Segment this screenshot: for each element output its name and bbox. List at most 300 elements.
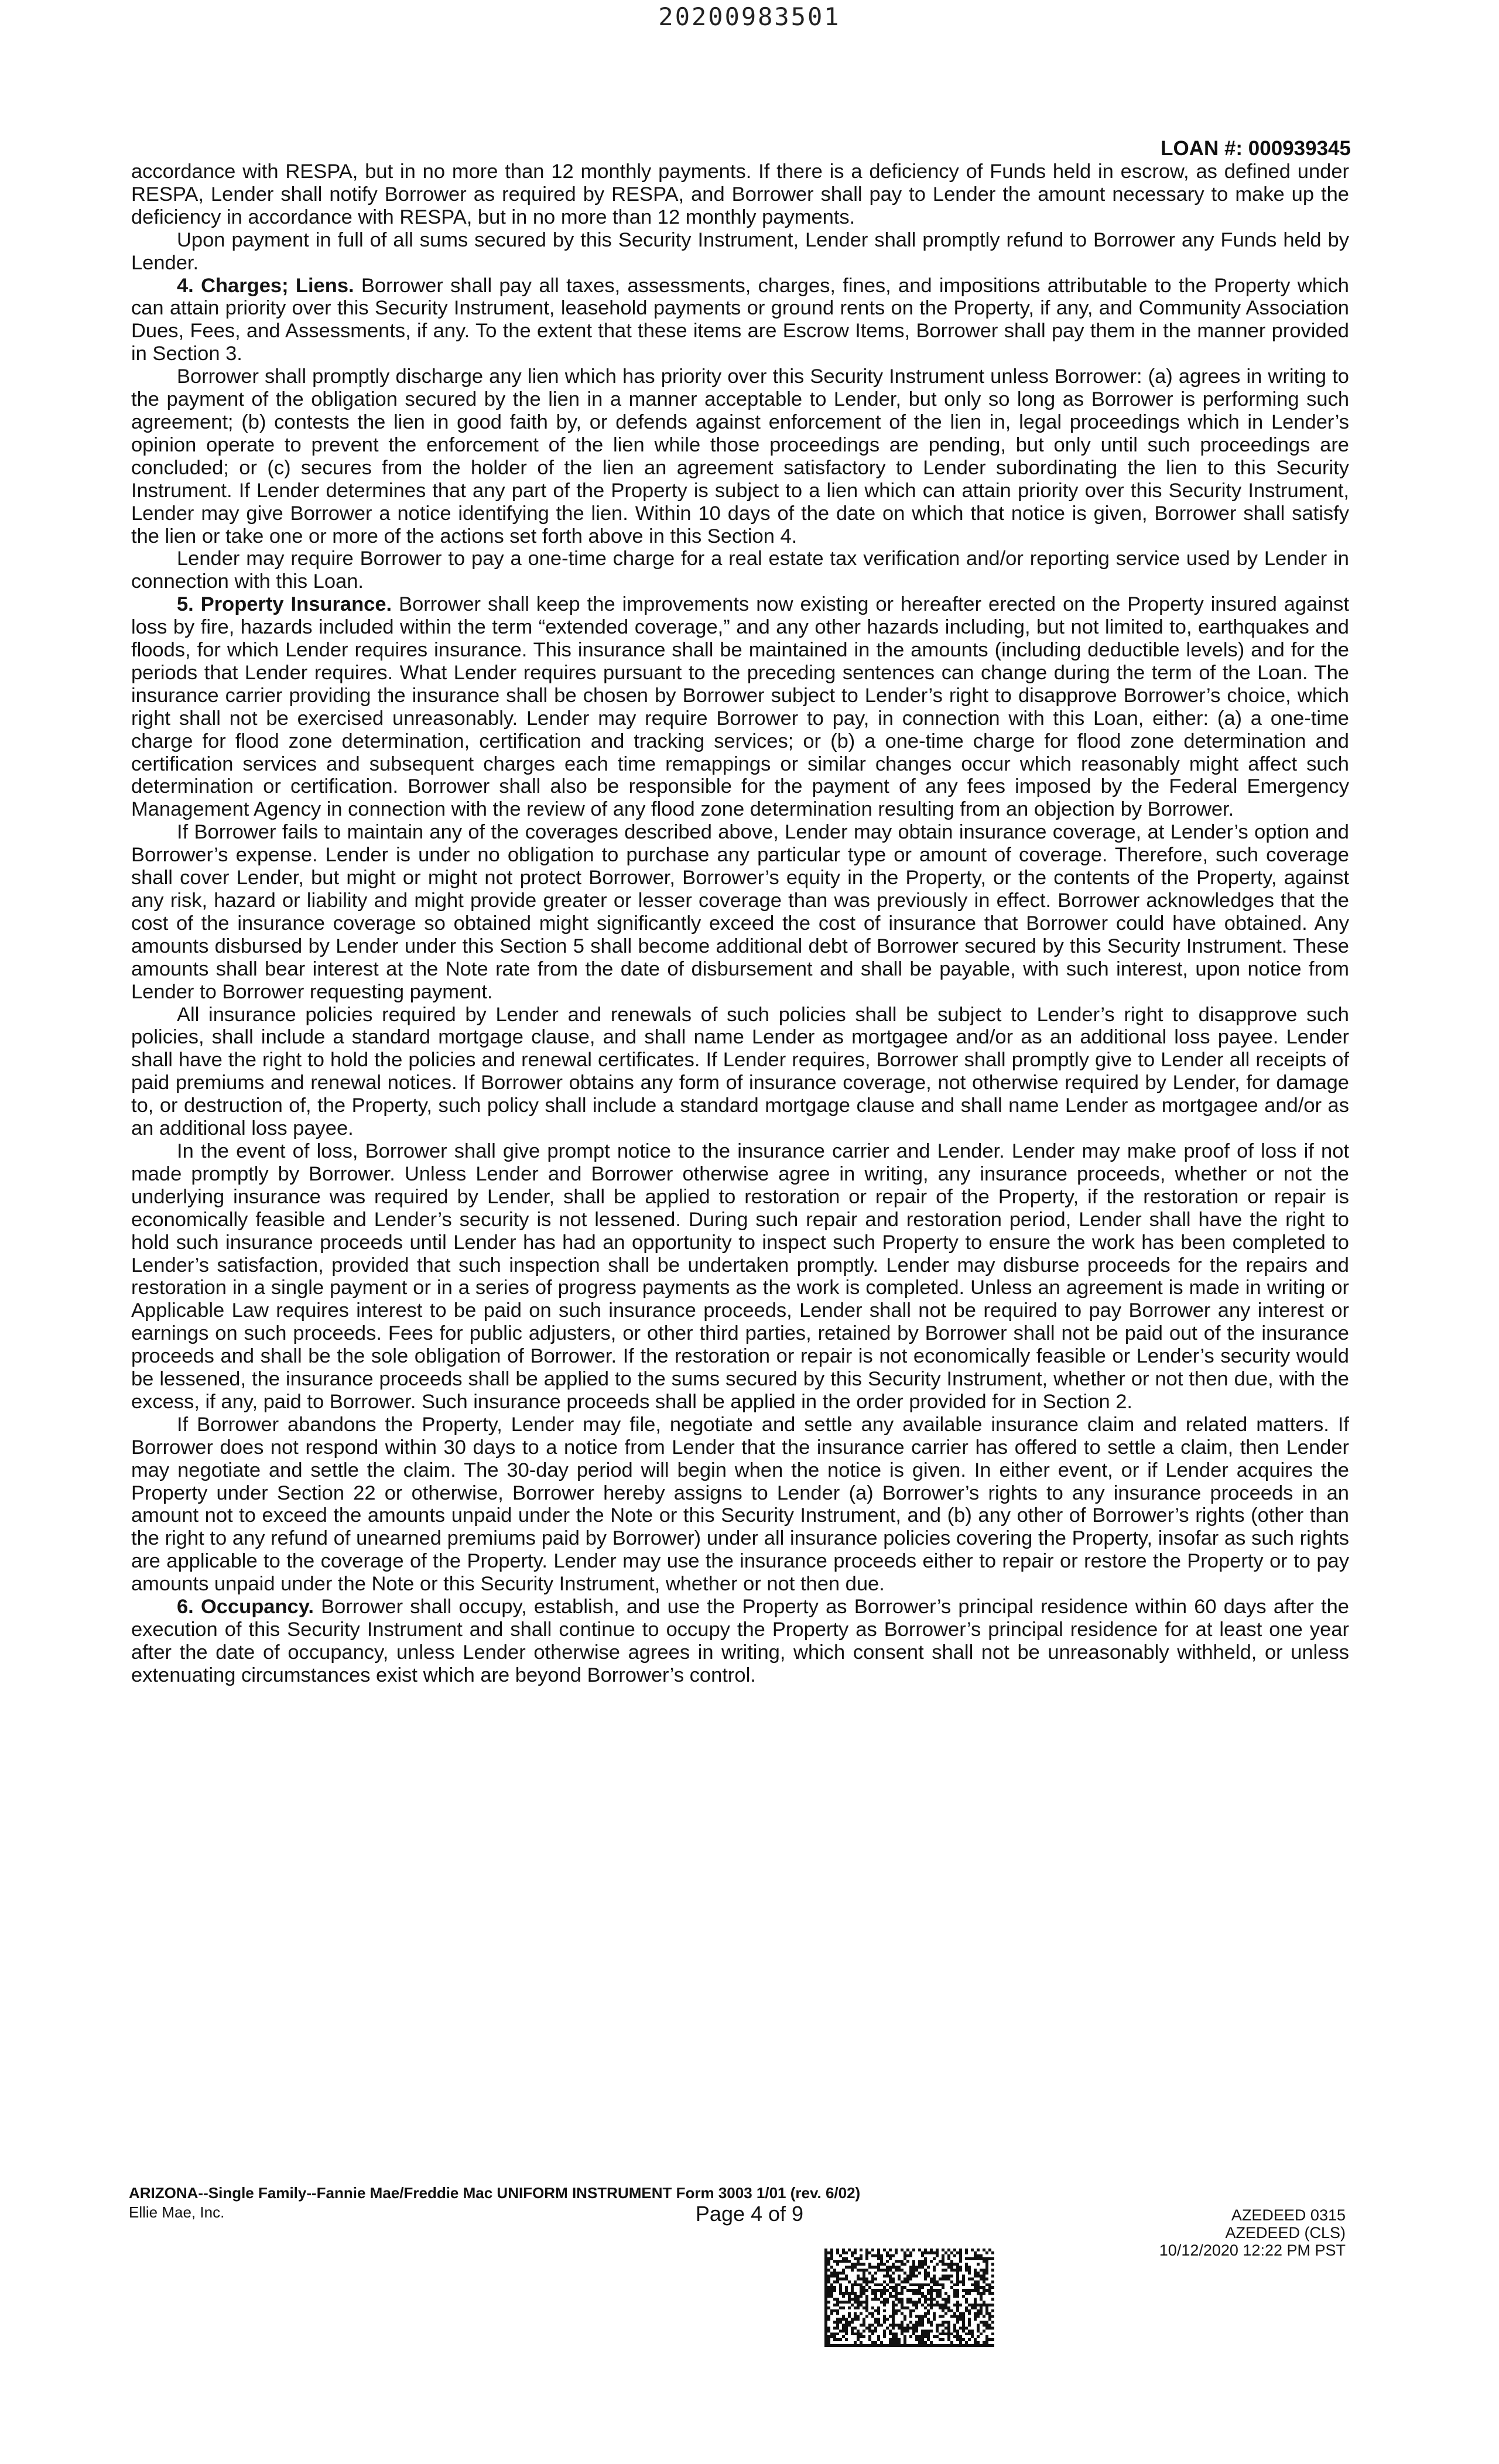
barcode-module bbox=[845, 2257, 848, 2260]
barcode-module bbox=[824, 2269, 827, 2272]
barcode-module bbox=[857, 2295, 860, 2298]
barcode-module bbox=[824, 2274, 827, 2277]
barcode-module bbox=[944, 2277, 947, 2280]
barcode-module bbox=[839, 2289, 842, 2292]
barcode-module bbox=[848, 2298, 851, 2301]
barcode-module bbox=[842, 2306, 845, 2309]
barcode-module bbox=[953, 2263, 956, 2266]
barcode-module bbox=[880, 2341, 883, 2344]
barcode-module bbox=[851, 2292, 854, 2295]
barcode-module bbox=[985, 2309, 988, 2312]
barcode-module bbox=[959, 2254, 962, 2257]
barcode-module bbox=[927, 2318, 930, 2321]
barcode-module bbox=[921, 2283, 924, 2286]
barcode-module bbox=[901, 2306, 903, 2309]
barcode-module bbox=[865, 2283, 868, 2286]
barcode-module bbox=[889, 2266, 892, 2269]
barcode-module bbox=[988, 2318, 991, 2321]
barcode-module bbox=[886, 2251, 889, 2254]
barcode-module bbox=[836, 2263, 839, 2266]
barcode-module bbox=[971, 2306, 974, 2309]
barcode-module bbox=[950, 2341, 953, 2344]
barcode-module bbox=[918, 2323, 921, 2326]
barcode-module bbox=[983, 2274, 985, 2277]
barcode-module bbox=[930, 2329, 933, 2332]
barcode-module bbox=[836, 2251, 839, 2254]
barcode-module bbox=[962, 2277, 965, 2280]
barcode-module bbox=[903, 2341, 906, 2344]
barcode-module bbox=[962, 2274, 965, 2277]
barcode-module bbox=[824, 2335, 827, 2338]
barcode-module bbox=[857, 2301, 860, 2304]
barcode-module bbox=[898, 2269, 901, 2272]
barcode-module bbox=[944, 2292, 947, 2295]
barcode-module bbox=[848, 2306, 851, 2309]
barcode-module bbox=[909, 2309, 912, 2312]
barcode-module bbox=[865, 2309, 868, 2312]
barcode-module bbox=[848, 2344, 851, 2347]
barcode-module bbox=[959, 2251, 962, 2254]
barcode-module bbox=[895, 2309, 898, 2312]
barcode-module bbox=[903, 2286, 906, 2289]
barcode-module bbox=[863, 2306, 865, 2309]
barcode-module bbox=[956, 2318, 959, 2321]
barcode-module bbox=[824, 2277, 827, 2280]
barcode-module bbox=[947, 2277, 950, 2280]
barcode-module bbox=[988, 2312, 991, 2315]
barcode-module bbox=[892, 2289, 895, 2292]
barcode-module bbox=[895, 2289, 898, 2292]
section-heading: 6. Occupancy. bbox=[177, 1596, 314, 1618]
barcode-module bbox=[944, 2269, 947, 2272]
barcode-module bbox=[824, 2321, 827, 2324]
barcode-module bbox=[845, 2301, 848, 2304]
barcode-module bbox=[983, 2269, 985, 2272]
barcode-module bbox=[959, 2326, 962, 2329]
barcode-module bbox=[895, 2335, 898, 2338]
barcode-module bbox=[985, 2260, 988, 2263]
barcode-module bbox=[839, 2286, 842, 2289]
barcode-module bbox=[953, 2304, 956, 2306]
barcode-module bbox=[974, 2251, 977, 2254]
barcode-module bbox=[851, 2304, 854, 2306]
barcode-module bbox=[886, 2326, 889, 2329]
barcode-module bbox=[956, 2309, 959, 2312]
barcode-module bbox=[889, 2292, 892, 2295]
barcode-module bbox=[956, 2329, 959, 2332]
barcode-module bbox=[830, 2344, 833, 2347]
barcode-module bbox=[924, 2332, 927, 2335]
barcode-module bbox=[883, 2332, 886, 2335]
barcode-module bbox=[909, 2251, 912, 2254]
barcode-module bbox=[898, 2274, 901, 2277]
barcode-module bbox=[912, 2272, 915, 2275]
barcode-module bbox=[980, 2332, 983, 2335]
barcode-module bbox=[918, 2249, 921, 2251]
barcode-module bbox=[924, 2298, 927, 2301]
barcode-module bbox=[883, 2329, 886, 2332]
barcode-module bbox=[906, 2298, 909, 2301]
barcode-module bbox=[827, 2315, 830, 2318]
barcode-module bbox=[842, 2344, 845, 2347]
barcode-module bbox=[933, 2344, 936, 2347]
barcode-module bbox=[991, 2269, 994, 2272]
barcode-module bbox=[901, 2312, 903, 2315]
barcode-module bbox=[988, 2249, 991, 2251]
barcode-module bbox=[880, 2301, 883, 2304]
barcode-module bbox=[956, 2304, 959, 2306]
barcode-module bbox=[883, 2301, 886, 2304]
barcode-module bbox=[895, 2304, 898, 2306]
barcode-module bbox=[836, 2298, 839, 2301]
barcode-module bbox=[936, 2295, 939, 2298]
barcode-module bbox=[857, 2329, 860, 2332]
barcode-module bbox=[860, 2335, 863, 2338]
barcode-module bbox=[974, 2341, 977, 2344]
barcode-module bbox=[865, 2301, 868, 2304]
barcode-module bbox=[983, 2344, 985, 2347]
barcode-module bbox=[889, 2323, 892, 2326]
barcode-module bbox=[924, 2269, 927, 2272]
barcode-module bbox=[968, 2321, 971, 2324]
barcode-module bbox=[874, 2329, 877, 2332]
barcode-module bbox=[827, 2286, 830, 2289]
barcode-module bbox=[924, 2312, 927, 2315]
barcode-module bbox=[974, 2315, 977, 2318]
barcode-module bbox=[901, 2304, 903, 2306]
barcode-module bbox=[924, 2283, 927, 2286]
barcode-module bbox=[936, 2326, 939, 2329]
barcode-module bbox=[827, 2335, 830, 2338]
barcode-module bbox=[965, 2309, 968, 2312]
barcode-module bbox=[965, 2266, 968, 2269]
barcode-module bbox=[977, 2289, 980, 2292]
barcode-module bbox=[930, 2260, 933, 2263]
barcode-module bbox=[991, 2338, 994, 2341]
form-code: AZEDEED 0315 bbox=[1231, 2206, 1346, 2224]
barcode-module bbox=[877, 2283, 880, 2286]
barcode-module bbox=[906, 2326, 909, 2329]
barcode-module bbox=[824, 2266, 827, 2269]
barcode-module bbox=[968, 2269, 971, 2272]
barcode-module bbox=[836, 2344, 839, 2347]
barcode-module bbox=[974, 2298, 977, 2301]
barcode-module bbox=[830, 2266, 833, 2269]
barcode-module bbox=[895, 2266, 898, 2269]
section-5 bbox=[131, 593, 1349, 821]
barcode-module bbox=[985, 2338, 988, 2341]
barcode-module bbox=[874, 2309, 877, 2312]
barcode-module bbox=[854, 2344, 857, 2347]
barcode-module bbox=[845, 2338, 848, 2341]
barcode-module bbox=[918, 2315, 921, 2318]
barcode-module bbox=[959, 2266, 962, 2269]
barcode-module bbox=[985, 2277, 988, 2280]
barcode-module bbox=[947, 2295, 950, 2298]
barcode-module bbox=[883, 2304, 886, 2306]
barcode-module bbox=[921, 2321, 924, 2324]
barcode-module bbox=[906, 2289, 909, 2292]
barcode-module bbox=[857, 2277, 860, 2280]
barcode-module bbox=[868, 2251, 871, 2254]
barcode-module bbox=[950, 2263, 953, 2266]
barcode-module bbox=[848, 2266, 851, 2269]
barcode-module bbox=[991, 2263, 994, 2266]
paragraph: In the event of loss, Borrower shall give prompt notice to the insurance carrier and Lender. Lender may make proof of loss if not made promptly by Borrower. Unless Lender and Borrower otherwise agree in writing, any insurance proceeds, whether or not the underlying insurance was required by Lender, shall be applied to restoration or repair of the Property, if the restoration or repair is economically feasible and Lender’s security is not lessened. During such repair and restoration period, Lender shall have the right to hold such insurance proceeds until Lender has had an opportunity to inspect such Property to ensure the work has been completed to Lender’s satisfaction, provided that such inspection shall be undertaken promptly. Lender may disburse proceeds for the repairs and restoration in a single payment or in a series of progress payments as the work is completed. Unless an agreement is made in writing or Applicable Law requires interest to be paid on such insurance proceeds, Lender shall not be required to pay Borrower any interest or earnings on such proceeds. Fees for public adjusters, or other third parties, retained by Borrower shall not be paid out of the insurance proceeds and shall be the sole obligation of Borrower. If the restoration or repair is not economically feasible or Lender’s security would be lessened, the insurance proceeds shall be applied to the sums secured by this Security Instrument, whether or not then due, with the excess, if any, paid to Borrower. Such insurance proceeds shall be applied in the order provided for in Section 2. bbox=[131, 1139, 1349, 1413]
barcode-module bbox=[962, 2318, 965, 2321]
barcode-module bbox=[956, 2289, 959, 2292]
barcode-module bbox=[912, 2260, 915, 2263]
barcode-module bbox=[860, 2257, 863, 2260]
barcode-module bbox=[874, 2298, 877, 2301]
barcode-module bbox=[988, 2304, 991, 2306]
barcode-module bbox=[962, 2315, 965, 2318]
barcode-module bbox=[874, 2344, 877, 2347]
barcode-module bbox=[889, 2344, 892, 2347]
barcode-module bbox=[909, 2321, 912, 2324]
barcode-module bbox=[848, 2292, 851, 2295]
barcode-module bbox=[836, 2318, 839, 2321]
barcode-module bbox=[942, 2304, 944, 2306]
barcode-module bbox=[956, 2295, 959, 2298]
barcode-module bbox=[942, 2260, 944, 2263]
barcode-module bbox=[830, 2289, 833, 2292]
barcode-module bbox=[903, 2272, 906, 2275]
barcode-module bbox=[880, 2323, 883, 2326]
barcode-module bbox=[974, 2286, 977, 2289]
barcode-module bbox=[927, 2251, 930, 2254]
barcode-module bbox=[930, 2289, 933, 2292]
barcode-module bbox=[842, 2315, 845, 2318]
barcode-module bbox=[871, 2341, 874, 2344]
barcode-module bbox=[892, 2326, 895, 2329]
barcode-module bbox=[824, 2323, 827, 2326]
barcode-module bbox=[883, 2289, 886, 2292]
barcode-module bbox=[912, 2249, 915, 2251]
barcode-module bbox=[901, 2332, 903, 2335]
barcode-module bbox=[971, 2335, 974, 2338]
barcode-module bbox=[892, 2304, 895, 2306]
barcode-module bbox=[865, 2295, 868, 2298]
barcode-module bbox=[927, 2321, 930, 2324]
barcode-module bbox=[871, 2332, 874, 2335]
barcode-module bbox=[956, 2251, 959, 2254]
barcode-module bbox=[991, 2344, 994, 2347]
barcode-module bbox=[918, 2292, 921, 2295]
barcode-module bbox=[851, 2289, 854, 2292]
document-body bbox=[131, 160, 1349, 1687]
barcode-module bbox=[930, 2341, 933, 2344]
barcode-module bbox=[927, 2298, 930, 2301]
barcode-module bbox=[927, 2332, 930, 2335]
barcode-module bbox=[836, 2321, 839, 2324]
barcode-module bbox=[933, 2269, 936, 2272]
barcode-module bbox=[886, 2274, 889, 2277]
barcode-module bbox=[854, 2251, 857, 2254]
barcode-module bbox=[824, 2304, 827, 2306]
barcode-module bbox=[927, 2312, 930, 2315]
barcode-module bbox=[971, 2344, 974, 2347]
barcode-module bbox=[892, 2335, 895, 2338]
barcode-module bbox=[854, 2318, 857, 2321]
barcode-module bbox=[980, 2304, 983, 2306]
barcode-module bbox=[991, 2315, 994, 2318]
barcode-module bbox=[921, 2335, 924, 2338]
barcode-module bbox=[901, 2249, 903, 2251]
barcode-module bbox=[839, 2301, 842, 2304]
barcode-module bbox=[953, 2283, 956, 2286]
barcode-module bbox=[921, 2292, 924, 2295]
barcode-module bbox=[880, 2257, 883, 2260]
barcode-module bbox=[912, 2304, 915, 2306]
barcode-module bbox=[886, 2301, 889, 2304]
barcode-module bbox=[871, 2306, 874, 2309]
barcode-module bbox=[889, 2329, 892, 2332]
barcode-module bbox=[851, 2344, 854, 2347]
barcode-module bbox=[918, 2272, 921, 2275]
barcode-module bbox=[898, 2326, 901, 2329]
barcode-module bbox=[944, 2306, 947, 2309]
barcode-module bbox=[942, 2329, 944, 2332]
barcode-module bbox=[860, 2341, 863, 2344]
barcode-module bbox=[971, 2329, 974, 2332]
barcode-module bbox=[854, 2332, 857, 2335]
barcode-module bbox=[956, 2292, 959, 2295]
barcode-module bbox=[936, 2304, 939, 2306]
barcode-module bbox=[895, 2298, 898, 2301]
barcode-module bbox=[953, 2254, 956, 2257]
barcode-module bbox=[857, 2332, 860, 2335]
barcode-module bbox=[965, 2257, 968, 2260]
barcode-module bbox=[977, 2304, 980, 2306]
barcode-module bbox=[892, 2315, 895, 2318]
barcode-module bbox=[950, 2269, 953, 2272]
barcode-module bbox=[880, 2344, 883, 2347]
barcode-module bbox=[924, 2257, 927, 2260]
barcode-module bbox=[839, 2338, 842, 2341]
barcode-module bbox=[880, 2263, 883, 2266]
barcode-module bbox=[933, 2266, 936, 2269]
barcode-module bbox=[877, 2251, 880, 2254]
barcode-module bbox=[854, 2298, 857, 2301]
barcode-module bbox=[865, 2306, 868, 2309]
barcode-module bbox=[892, 2280, 895, 2283]
barcode-module bbox=[857, 2344, 860, 2347]
barcode-module bbox=[889, 2338, 892, 2341]
barcode-module bbox=[930, 2301, 933, 2304]
barcode-module bbox=[930, 2286, 933, 2289]
barcode-module bbox=[965, 2344, 968, 2347]
barcode-module bbox=[883, 2344, 886, 2347]
barcode-module bbox=[921, 2318, 924, 2321]
barcode-module bbox=[871, 2266, 874, 2269]
barcode-module bbox=[965, 2251, 968, 2254]
barcode-module bbox=[983, 2249, 985, 2251]
barcode-module bbox=[892, 2272, 895, 2275]
barcode-module bbox=[942, 2332, 944, 2335]
barcode-module bbox=[942, 2323, 944, 2326]
barcode-module bbox=[824, 2312, 827, 2315]
barcode-module bbox=[927, 2335, 930, 2338]
barcode-module bbox=[921, 2295, 924, 2298]
barcode-module bbox=[863, 2318, 865, 2321]
barcode-module bbox=[877, 2312, 880, 2315]
barcode-module bbox=[889, 2277, 892, 2280]
barcode-module bbox=[968, 2257, 971, 2260]
barcode-module bbox=[871, 2280, 874, 2283]
barcode-module bbox=[956, 2269, 959, 2272]
barcode-module bbox=[836, 2260, 839, 2263]
barcode-module bbox=[915, 2338, 918, 2341]
barcode-module bbox=[865, 2249, 868, 2251]
barcode-module bbox=[936, 2254, 939, 2257]
barcode-module bbox=[877, 2266, 880, 2269]
barcode-module bbox=[833, 2335, 836, 2338]
barcode-module bbox=[915, 2321, 918, 2324]
barcode-module bbox=[912, 2263, 915, 2266]
barcode-module bbox=[892, 2263, 895, 2266]
barcode-module bbox=[857, 2257, 860, 2260]
barcode-module bbox=[933, 2304, 936, 2306]
barcode-module bbox=[974, 2289, 977, 2292]
barcode-module bbox=[877, 2338, 880, 2341]
barcode-module bbox=[930, 2344, 933, 2347]
barcode-module bbox=[915, 2269, 918, 2272]
barcode-module bbox=[854, 2301, 857, 2304]
barcode-module bbox=[839, 2260, 842, 2263]
barcode-module bbox=[889, 2269, 892, 2272]
barcode-module bbox=[939, 2283, 942, 2286]
barcode-module bbox=[939, 2323, 942, 2326]
barcode-module bbox=[933, 2335, 936, 2338]
barcode-module bbox=[892, 2254, 895, 2257]
barcode-module bbox=[827, 2263, 830, 2266]
barcode-module bbox=[962, 2344, 965, 2347]
barcode-module bbox=[886, 2254, 889, 2257]
barcode-module bbox=[883, 2274, 886, 2277]
barcode-module bbox=[830, 2257, 833, 2260]
barcode-module bbox=[836, 2277, 839, 2280]
barcode-module bbox=[944, 2298, 947, 2301]
barcode-module bbox=[942, 2344, 944, 2347]
barcode-module bbox=[860, 2312, 863, 2315]
barcode-module bbox=[947, 2323, 950, 2326]
barcode-module bbox=[924, 2335, 927, 2338]
barcode-module bbox=[906, 2249, 909, 2251]
barcode-module bbox=[991, 2286, 994, 2289]
barcode-module bbox=[991, 2332, 994, 2335]
barcode-module bbox=[936, 2251, 939, 2254]
barcode-module bbox=[857, 2315, 860, 2318]
barcode-module bbox=[965, 2341, 968, 2344]
barcode-module bbox=[903, 2338, 906, 2341]
barcode-module bbox=[918, 2321, 921, 2324]
barcode-module bbox=[854, 2315, 857, 2318]
barcode-module bbox=[983, 2315, 985, 2318]
barcode-module bbox=[927, 2338, 930, 2341]
barcode-module bbox=[865, 2254, 868, 2257]
barcode-module bbox=[974, 2269, 977, 2272]
barcode-module bbox=[936, 2329, 939, 2332]
barcode-module bbox=[939, 2295, 942, 2298]
barcode-module bbox=[956, 2338, 959, 2341]
paragraph: Lender may require Borrower to pay a one-time charge for a real estate tax verification and/or reporting service used by Lender in connection with this Loan. bbox=[131, 547, 1349, 593]
barcode-module bbox=[930, 2280, 933, 2283]
barcode-module bbox=[968, 2304, 971, 2306]
barcode-module bbox=[962, 2283, 965, 2286]
barcode-module bbox=[953, 2335, 956, 2338]
barcode-module bbox=[845, 2323, 848, 2326]
